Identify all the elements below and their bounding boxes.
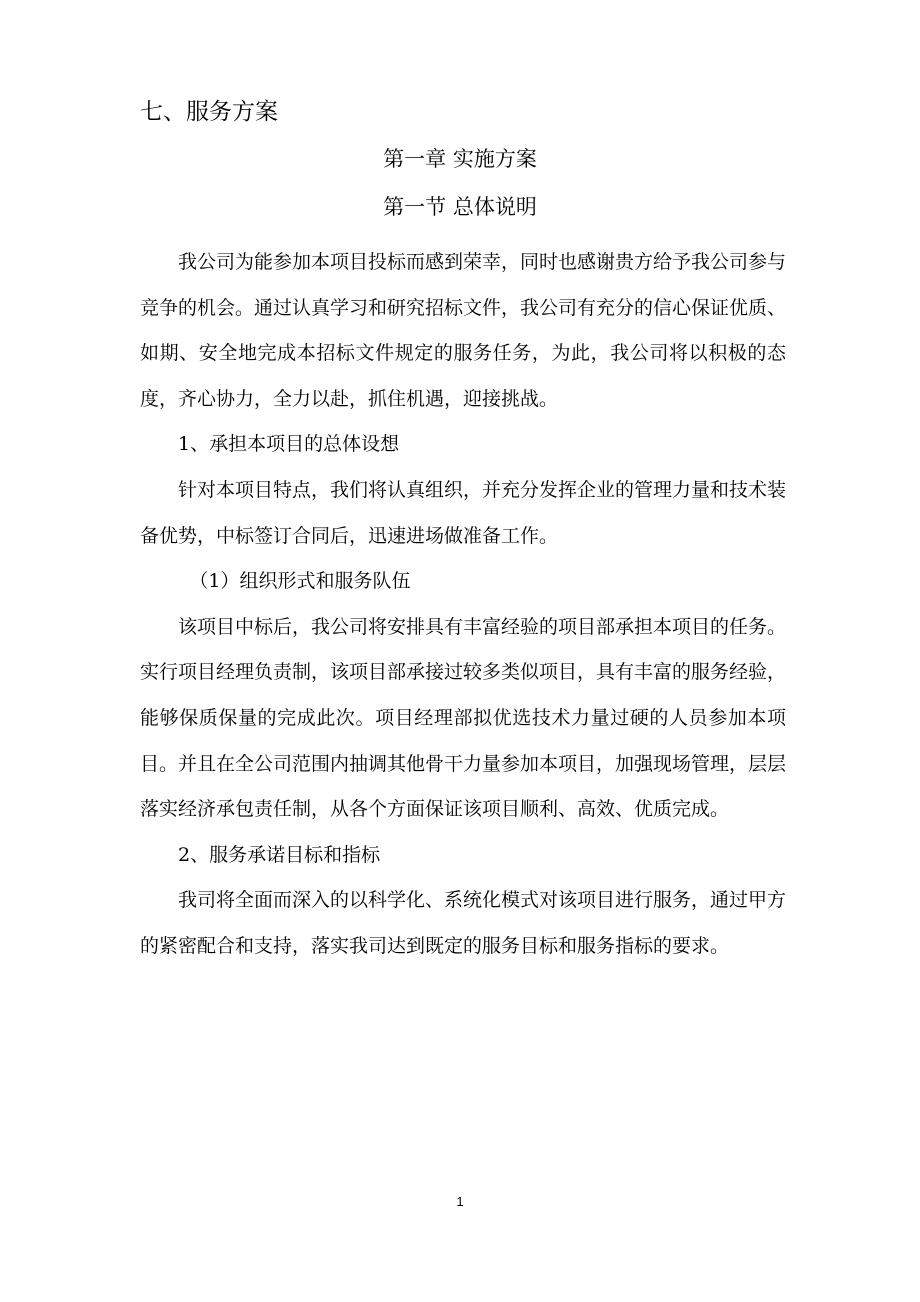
intro-paragraph: 我公司为能参加本项目投标而感到荣幸，同时也感谢贵方给予我公司参与竞争的机会。通过认真学习和研究招标文件，我公司有充分的信心保证优质、如期、安全地完成本招标文件规定的服务任务，为此，我公司将以积极的态度，齐心协力，全力以赴，抓住机遇，迎接挑战。	[140, 251, 787, 410]
service-targets-paragraph: 我司将全面而深入的以科学化、系统化模式对该项目进行服务，通过甲方的紧密配合和支持，落实我司达到既定的服务目标和服务指标的要求。	[140, 889, 787, 957]
subheading-service-targets: 2、服务承诺目标和指标	[178, 843, 381, 866]
node-title: 第一节 总体说明	[383, 195, 537, 219]
page-number: 1	[456, 1194, 464, 1209]
subheading-overall-plan: 1、承担本项目的总体设想	[178, 433, 400, 456]
section-heading: 七、服务方案	[140, 99, 278, 125]
subheading-organization: （1）组织形式和服务队伍	[189, 570, 411, 593]
organization-paragraph: 该项目中标后，我公司将安排具有丰富经验的项目部承担本项目的任务。实行项目经理负责制，该项目部承接过较多类似项目，具有丰富的服务经验，能够保质保量的完成此次。项目经理部拟优选技术力量过硬的人员参加本项目。并且在全公司范围内抽调其他骨干力量参加本项目，加强现场管理，层层落实经济承包责任制，从各个方面保证该项目顺利、高效、优质完成。	[140, 615, 787, 821]
overall-plan-paragraph: 针对本项目特点，我们将认真组织，并充分发挥企业的管理力量和技术装备优势，中标签订合同后，迅速进场做准备工作。	[140, 478, 787, 547]
chapter-title: 第一章 实施方案	[383, 147, 537, 171]
body-text	[140, 240, 786, 970]
